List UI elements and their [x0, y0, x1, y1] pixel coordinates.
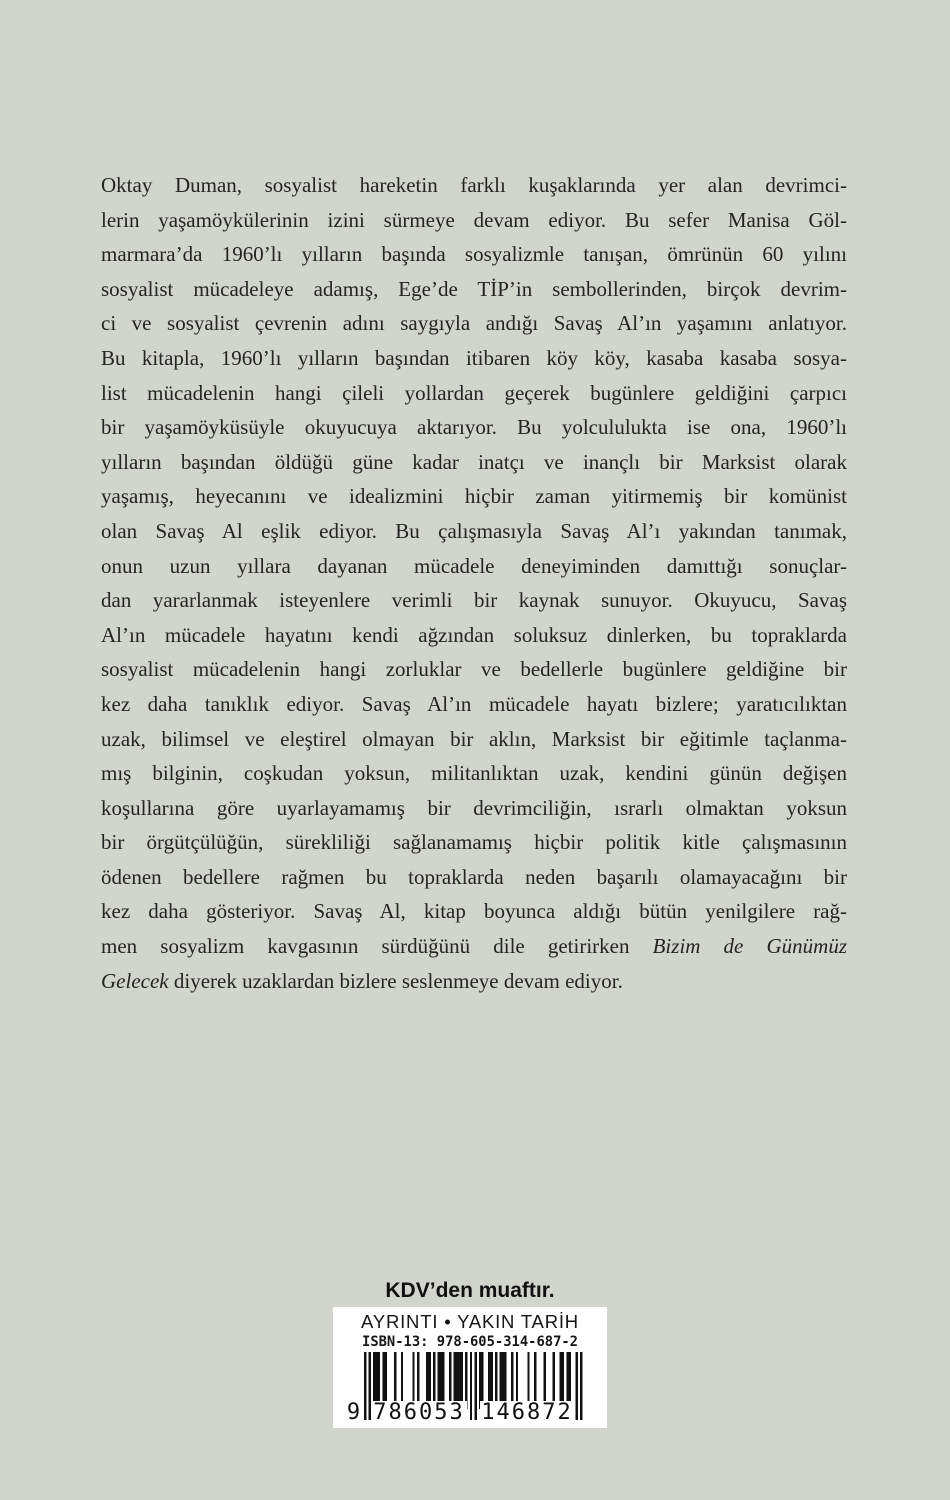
paragraph-line: Gelecek diyerek uzaklardan bizlere seslenmeye devam ediyor. — [101, 968, 623, 993]
paragraph-line: yaşamış, heyecanını ve idealizmini hiçbir zaman yitirmemiş bir komünist — [101, 484, 847, 509]
paragraph-line: kez daha tanıklık ediyor. Savaş Al’ın mücadele hayatı bizlere; yaratıcılıktan — [101, 691, 847, 716]
paragraph-line: olan Savaş Al eşlik ediyor. Bu çalışmasıyla Savaş Al’ı yakından tanımak, — [101, 518, 847, 543]
paragraph-line: onun uzun yıllara dayanan mücadele deneyiminden damıttığı sonuçlar- — [101, 553, 847, 578]
paragraph-line: ci ve sosyalist çevrenin adını saygıyla andığı Savaş Al’ın yaşamını anlatıyor. — [101, 311, 847, 336]
ean13-barcode — [346, 1352, 589, 1425]
paragraph-line: bir örgütçülüğün, sürekliliği sağlanamamış hiçbir politik kitle çalışmasının — [101, 830, 847, 855]
paragraph-line: Al’ın mücadele hayatını kendi ağzından soluksuz dinlerken, bu topraklarda — [101, 622, 847, 647]
barcode-digit-leading: 9 — [346, 1400, 361, 1425]
paragraph-line: uzak, bilimsel ve eleştirel olmayan bir aklın, Marksist bir eğitimle taçlanma- — [101, 726, 847, 751]
paragraph-line: bir yaşamöyküsüyle okuyucuya aktarıyor. Bu yolcululukta ise ona, 1960’lı — [101, 415, 847, 440]
blurb-paragraph — [101, 168, 847, 998]
isbn-line: ISBN-13: 978-605-314-687-2 — [362, 1334, 578, 1350]
paragraph-line: marmara’da 1960’lı yılların başında sosyalizmle tanışan, ömrünün 60 yılını — [101, 242, 847, 267]
tax-exempt-note: KDV’den muaftır. — [385, 1279, 555, 1302]
paragraph-line: sosyalist mücadelenin hangi zorluklar ve bedellerle bugünlere geldiğine bir — [101, 657, 847, 682]
paragraph-line: yılların başından öldüğü güne kadar inatçı ve inançlı bir Marksist olarak — [101, 449, 847, 474]
paragraph-line: lerin yaşamöykülerinin izini sürmeye devam ediyor. Bu sefer Manisa Göl- — [101, 207, 847, 232]
paragraph-line: ödenen bedellere rağmen bu topraklarda neden başarılı olamayacağını bir — [101, 864, 847, 889]
paragraph-line: mış bilginin, coşkudan yoksun, militanlıktan uzak, kendini günün değişen — [101, 761, 847, 786]
barcode-digits-left: 786053 — [373, 1400, 465, 1425]
isbn-box — [333, 1307, 607, 1428]
paragraph-line: sosyalist mücadeleye adamış, Ege’de TİP’in sembollerinden, birçok devrim- — [101, 276, 847, 301]
paragraph-line: Oktay Duman, sosyalist hareketin farklı kuşaklarında yer alan devrimci- — [101, 173, 847, 197]
publisher-series-line: AYRINTI • YAKIN TARİH — [361, 1311, 579, 1332]
paragraph-line: dan yararlanmak isteyenlere verimli bir kaynak sunuyor. Okuyucu, Savaş — [101, 588, 847, 613]
barcode-digits-right: 146872 — [481, 1400, 573, 1425]
paragraph-line: Bu kitapla, 1960’lı yılların başından itibaren köy köy, kasaba kasaba sosya- — [101, 345, 847, 370]
paragraph-line: kez daha gösteriyor. Savaş Al, kitap boyunca aldığı bütün yenilgilere rağ- — [101, 899, 847, 924]
paragraph-line: list mücadelenin hangi çileli yollardan geçerek bugünlere geldiğini çarpıcı — [101, 380, 847, 405]
paragraph-line: koşullarına göre uyarlayamamış bir devrimciliğin, ısrarlı olmaktan yoksun — [101, 795, 847, 820]
paragraph-line: men sosyalizm kavgasının sürdüğünü dile getirirken Bizim de Günümüz — [101, 934, 847, 959]
